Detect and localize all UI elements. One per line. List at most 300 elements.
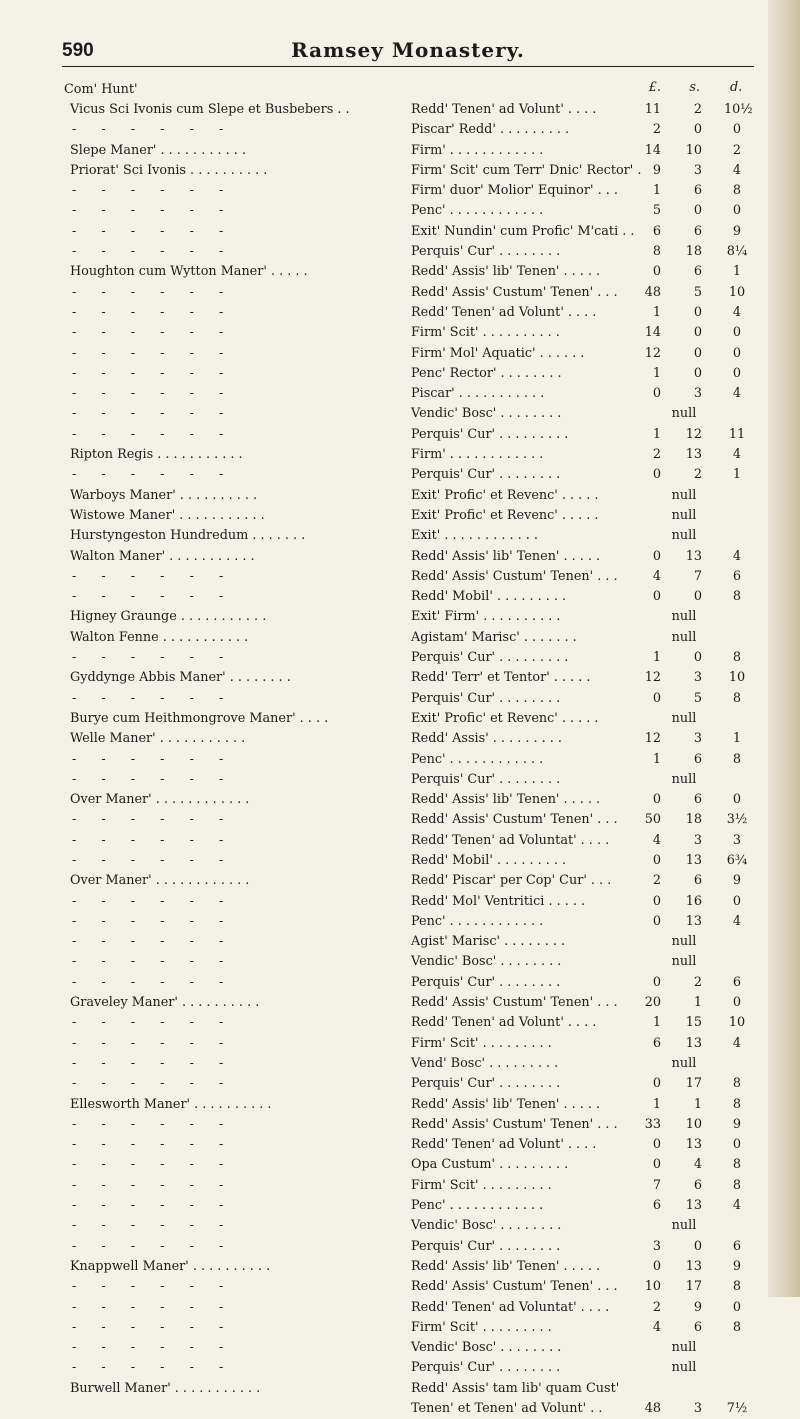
shillings-value: 10 — [685, 142, 702, 158]
table-row — [64, 790, 754, 810]
pounds-value: 0 — [652, 792, 661, 808]
table-row — [64, 364, 754, 384]
location-name: Priorat' Sci Ivonis . . . . . . . . . . — [70, 162, 268, 178]
revenue-item: Firm' duor' Molior' Equinor' . . . — [411, 183, 618, 199]
shillings-value: 13 — [685, 1258, 702, 1274]
revenue-item: Tenen' et Tenen' ad Volunt' . . — [411, 1401, 603, 1416]
shillings-header: s. — [689, 80, 700, 95]
pence-value: 1 — [732, 731, 742, 747]
revenue-item: Penc' . . . . . . . . . . . . — [411, 913, 544, 929]
location-name: Graveley Maner' . . . . . . . . . . — [70, 995, 260, 1011]
pence-value: 9 — [732, 1258, 742, 1274]
shillings-value: 10 — [685, 1116, 702, 1132]
ditto-marks: - - - - - - — [72, 589, 234, 605]
pounds-value: 1 — [652, 304, 661, 320]
shillings-value: 18 — [685, 244, 702, 260]
table-body — [64, 100, 754, 1419]
revenue-item: Redd' Assis' Custum' Tenen' . . . — [411, 1279, 618, 1295]
pounds-value: 0 — [652, 690, 661, 706]
pounds-value: 1 — [652, 426, 661, 442]
revenue-item: Perquis' Cur' . . . . . . . . — [411, 1238, 561, 1254]
ditto-marks: - - - - - - — [72, 345, 234, 361]
ditto-marks: - - - - - - — [72, 812, 234, 828]
pounds-value: 0 — [652, 913, 661, 929]
location-name: Burwell Maner' . . . . . . . . . . . — [70, 1380, 261, 1396]
pence-value: 11 — [728, 426, 746, 442]
table-row — [64, 486, 754, 506]
table-row — [64, 750, 754, 770]
revenue-item: Redd' Assis' lib' Tenen' . . . . . — [411, 792, 601, 808]
table-row — [64, 1379, 754, 1399]
pounds-value: 1 — [652, 183, 661, 199]
pence-value: 0 — [732, 995, 742, 1011]
table-row — [64, 506, 754, 526]
revenue-item: Vendic' Bosc' . . . . . . . . — [411, 954, 562, 970]
null-value: null — [671, 1055, 697, 1071]
table-row — [64, 851, 754, 871]
table-row — [64, 181, 754, 201]
ditto-marks: - - - - - - — [72, 974, 234, 990]
shillings-value: 0 — [693, 203, 702, 219]
shillings-value: 9 — [693, 1299, 702, 1315]
table-row — [64, 384, 754, 404]
ditto-marks: - - - - - - — [72, 1055, 234, 1071]
pence-value: 10 — [728, 1015, 746, 1031]
revenue-item: Redd' Tenen' ad Volunt' . . . . — [411, 1137, 597, 1153]
table-row — [64, 1338, 754, 1358]
shillings-value: 5 — [693, 690, 702, 706]
table-row — [64, 810, 754, 830]
revenue-item: Redd' Assis' Custum' Tenen' . . . — [411, 812, 618, 828]
table-row — [64, 222, 754, 242]
shillings-value: 13 — [685, 852, 702, 868]
pence-value: 4 — [732, 162, 742, 178]
shillings-value: 4 — [693, 1157, 702, 1173]
ditto-marks: - - - - - - — [72, 203, 234, 219]
table-row — [64, 567, 754, 587]
revenue-item: Redd' Tenen' ad Voluntat' . . . . — [411, 832, 610, 848]
pence-value: 4 — [732, 913, 742, 929]
location-name: Houghton cum Wytton Maner' . . . . . — [70, 264, 308, 280]
shillings-value: 7 — [693, 568, 702, 584]
table-row — [64, 465, 754, 485]
revenue-item: Penc' Rector' . . . . . . . . — [411, 365, 562, 381]
shillings-value: 12 — [685, 426, 702, 442]
revenue-item: Piscar' Redd' . . . . . . . . . — [411, 122, 570, 138]
null-value: null — [671, 771, 697, 787]
pence-value: 0 — [732, 345, 742, 361]
pounds-value: 6 — [652, 223, 661, 239]
pounds-value: 6 — [652, 1198, 661, 1214]
table-row — [64, 120, 754, 140]
column-headers — [614, 80, 754, 100]
pence-value: 0 — [732, 365, 742, 381]
shillings-value: 2 — [693, 102, 702, 117]
pence-value: 4 — [732, 548, 742, 564]
revenue-item: Perquis' Cur' . . . . . . . . — [411, 771, 561, 787]
pounds-value: 1 — [652, 1096, 661, 1112]
revenue-item: Perquis' Cur' . . . . . . . . — [411, 244, 561, 260]
revenue-item: Redd' Tenen' ad Voluntat' . . . . — [411, 1299, 610, 1315]
table-row — [64, 973, 754, 993]
table-row — [64, 1135, 754, 1155]
null-value: null — [671, 629, 697, 645]
table-row — [64, 526, 754, 546]
location-name: Walton Fenne . . . . . . . . . . . — [70, 629, 249, 645]
ditto-marks: - - - - - - — [72, 365, 234, 381]
shillings-value: 3 — [693, 670, 702, 686]
shillings-value: 13 — [685, 1137, 702, 1153]
ditto-marks: - - - - - - — [72, 183, 234, 199]
ditto-marks: - - - - - - — [72, 751, 234, 767]
pounds-value: 1 — [652, 751, 661, 767]
null-value: null — [671, 1218, 697, 1234]
pounds-value: 0 — [652, 893, 661, 909]
pence-value: 8 — [732, 589, 742, 605]
shillings-value: 3 — [693, 386, 702, 402]
ditto-marks: - - - - - - — [72, 1177, 234, 1193]
location-name: Higney Graunge . . . . . . . . . . . — [70, 609, 267, 625]
pounds-value: 12 — [644, 670, 661, 686]
revenue-item: Agistam' Marisc' . . . . . . . — [411, 629, 577, 645]
revenue-item: Firm' Scit' . . . . . . . . . — [411, 1035, 552, 1051]
table-row — [64, 892, 754, 912]
pence-value: 3 — [732, 832, 742, 848]
shillings-value: 6 — [693, 751, 702, 767]
table-row — [64, 1095, 754, 1115]
shillings-value: 1 — [693, 995, 702, 1011]
shillings-value: 13 — [685, 1198, 702, 1214]
null-value: null — [671, 406, 697, 422]
shillings-value: 0 — [693, 1238, 702, 1254]
revenue-item: Firm' Scit' cum Terr' Dnic' Rector' . — [411, 162, 642, 178]
shillings-value: 17 — [685, 1076, 702, 1092]
table-row — [64, 141, 754, 161]
ditto-marks: - - - - - - — [72, 1279, 234, 1295]
shillings-value: 6 — [693, 1177, 702, 1193]
ditto-marks: - - - - - - — [72, 325, 234, 341]
pounds-value: 4 — [652, 1319, 661, 1335]
table-row — [64, 100, 754, 120]
table-row — [64, 912, 754, 932]
page-number: 590 — [62, 40, 94, 61]
shillings-value: 3 — [693, 162, 702, 178]
shillings-value: 0 — [693, 345, 702, 361]
table-row — [64, 1277, 754, 1297]
ditto-marks: - - - - - - — [72, 1035, 234, 1051]
location-name: Warboys Maner' . . . . . . . . . . — [70, 487, 258, 503]
ditto-marks: - - - - - - — [72, 284, 234, 300]
shillings-value: 6 — [693, 792, 702, 808]
revenue-item: Firm' Scit' . . . . . . . . . . — [411, 325, 560, 341]
table-row — [64, 323, 754, 343]
table-row — [64, 1196, 754, 1216]
pence-value: 10 — [728, 284, 746, 300]
pence-value: 9 — [732, 223, 742, 239]
ditto-marks: - - - - - - — [72, 1076, 234, 1092]
ditto-marks: - - - - - - — [72, 832, 234, 848]
pence-value: 0 — [732, 203, 742, 219]
pence-value: 3½ — [726, 812, 748, 828]
ditto-marks: - - - - - - — [72, 1198, 234, 1214]
pounds-value: 0 — [652, 1137, 661, 1153]
revenue-item: Redd' Assis' Custum' Tenen' . . . — [411, 284, 618, 300]
table-row — [64, 283, 754, 303]
table-row — [64, 952, 754, 972]
table-head — [64, 80, 754, 100]
null-value: null — [671, 507, 697, 523]
pounds-value: 10 — [644, 1279, 661, 1295]
table-row — [64, 547, 754, 567]
shillings-value: 15 — [685, 1015, 702, 1031]
shillings-value: 0 — [693, 304, 702, 320]
pence-value: 4 — [732, 386, 742, 402]
table-row — [64, 201, 754, 221]
pence-value: 8 — [732, 1096, 742, 1112]
shillings-value: 3 — [693, 832, 702, 848]
revenue-item: Agist' Marisc' . . . . . . . . — [411, 934, 566, 950]
pounds-value: 9 — [652, 162, 661, 178]
pounds-value: 20 — [644, 995, 661, 1011]
table-row — [64, 770, 754, 790]
shillings-value: 6 — [693, 264, 702, 280]
pounds-value: 0 — [652, 264, 661, 280]
ditto-marks: - - - - - - — [72, 244, 234, 260]
pounds-value: 11 — [644, 102, 661, 117]
pounds-value: 0 — [652, 974, 661, 990]
revenue-item: Redd' Piscar' per Cop' Cur' . . . — [411, 873, 612, 889]
pounds-value: 4 — [652, 832, 661, 848]
pence-value: 9 — [732, 873, 742, 889]
revenue-item: Piscar' . . . . . . . . . . . — [411, 386, 545, 402]
pounds-value: 12 — [644, 345, 661, 361]
pence-value: 0 — [732, 893, 742, 909]
ditto-marks: - - - - - - — [72, 1238, 234, 1254]
pence-value: 8 — [732, 751, 742, 767]
pence-value: 4 — [732, 1198, 742, 1214]
pence-value: 8 — [732, 1279, 742, 1295]
table-row — [64, 1054, 754, 1074]
shillings-value: 18 — [685, 812, 702, 828]
pounds-value: 2 — [652, 873, 661, 889]
table-row — [64, 1115, 754, 1135]
location-name: Over Maner' . . . . . . . . . . . . — [70, 792, 250, 808]
pence-value: 10 — [728, 670, 746, 686]
shillings-value: 2 — [693, 974, 702, 990]
ditto-marks: - - - - - - — [72, 1340, 234, 1356]
table-row — [64, 1358, 754, 1378]
revenue-item: Vendic' Bosc' . . . . . . . . — [411, 1218, 562, 1234]
pounds-value: 1 — [652, 365, 661, 381]
ditto-marks: - - - - - - — [72, 467, 234, 483]
pence-value: 0 — [732, 792, 742, 808]
ditto-marks: - - - - - - — [72, 122, 234, 138]
revenue-item: Redd' Assis' Custum' Tenen' . . . — [411, 1116, 618, 1132]
revenue-item: Penc' . . . . . . . . . . . . — [411, 203, 544, 219]
pounds-value: 0 — [652, 1157, 661, 1173]
ditto-marks: - - - - - - — [72, 568, 234, 584]
pence-value: 9 — [732, 1116, 742, 1132]
pounds-value: 1 — [652, 650, 661, 666]
revenue-item: Redd' Mobil' . . . . . . . . . — [411, 852, 567, 868]
shillings-value: 6 — [693, 223, 702, 239]
shillings-value: 17 — [685, 1279, 702, 1295]
pounds-header: £. — [648, 80, 661, 95]
pounds-value: 0 — [652, 548, 661, 564]
location-name: Vicus Sci Ivonis cum Slepe et Busbebers . . — [70, 102, 350, 117]
pence-value: 6¾ — [726, 852, 748, 868]
table-row — [64, 1237, 754, 1257]
revenue-item: Perquis' Cur' . . . . . . . . . — [411, 650, 569, 666]
revenue-item: Perquis' Cur' . . . . . . . . — [411, 1360, 561, 1376]
revenue-item: Redd' Assis' lib' Tenen' . . . . . — [411, 548, 601, 564]
revenue-item: Redd' Assis' tam lib' quam Cust' — [411, 1380, 620, 1396]
table-row — [64, 993, 754, 1013]
pounds-value: 12 — [644, 731, 661, 747]
revenue-item: Vendic' Bosc' . . . . . . . . — [411, 1340, 562, 1356]
shillings-value: 0 — [693, 650, 702, 666]
shillings-value: 0 — [693, 325, 702, 341]
pounds-value: 0 — [652, 852, 661, 868]
location-name: Ripton Regis . . . . . . . . . . . — [70, 447, 243, 463]
revenue-item: Redd' Tenen' ad Volunt' . . . . — [411, 1015, 597, 1031]
revenue-item: Firm' Mol' Aquatic' . . . . . . — [411, 345, 585, 361]
table-row — [64, 668, 754, 688]
table-row — [64, 1074, 754, 1094]
table-row — [64, 1155, 754, 1175]
revenue-item: Opa Custum' . . . . . . . . . — [411, 1157, 569, 1173]
pounds-value: 50 — [644, 812, 661, 828]
table-row — [64, 1176, 754, 1196]
ditto-marks: - - - - - - — [72, 954, 234, 970]
null-value: null — [671, 710, 697, 726]
revenue-item: Redd' Tenen' ad Volunt' . . . . — [411, 304, 597, 320]
revenue-item: Exit' Profic' et Revenc' . . . . . — [411, 507, 599, 523]
revenue-item: Perquis' Cur' . . . . . . . . — [411, 1076, 561, 1092]
shillings-value: 16 — [685, 893, 702, 909]
shillings-value: 3 — [693, 1401, 702, 1416]
pence-value: 0 — [732, 122, 742, 138]
ditto-marks: - - - - - - — [72, 690, 234, 706]
shillings-value: 13 — [685, 1035, 702, 1051]
revenue-item: Redd' Assis' lib' Tenen' . . . . . — [411, 1258, 601, 1274]
ditto-marks: - - - - - - — [72, 852, 234, 868]
pence-header: d. — [730, 80, 743, 95]
ditto-marks: - - - - - - — [72, 1157, 234, 1173]
revenue-item: Firm' . . . . . . . . . . . . — [411, 447, 544, 463]
pounds-value: 0 — [652, 467, 661, 483]
pence-value: 1 — [732, 264, 742, 280]
null-value: null — [671, 1340, 697, 1356]
ditto-marks: - - - - - - — [72, 1015, 234, 1031]
null-value: null — [671, 954, 697, 970]
pounds-value: 14 — [644, 142, 661, 158]
shillings-value: 13 — [685, 548, 702, 564]
shillings-value: 5 — [693, 284, 702, 300]
pounds-value: 48 — [644, 284, 661, 300]
revenue-item: Redd' Terr' et Tentor' . . . . . — [411, 670, 591, 686]
location-name: Walton Maner' . . . . . . . . . . . — [70, 548, 255, 564]
pounds-value: 0 — [652, 386, 661, 402]
table-row — [64, 262, 754, 282]
location-name: Gyddynge Abbis Maner' . . . . . . . . — [70, 670, 291, 686]
pence-value: 1 — [732, 467, 742, 483]
pence-value: 0 — [732, 325, 742, 341]
table-row — [64, 607, 754, 627]
ditto-marks: - - - - - - — [72, 223, 234, 239]
pence-value: 8 — [732, 1319, 742, 1335]
ditto-marks: - - - - - - — [72, 406, 234, 422]
pounds-value: 0 — [652, 1076, 661, 1092]
pounds-value: 7 — [652, 1177, 661, 1193]
location-name: Hurstyngeston Hundredum . . . . . . . — [70, 528, 306, 544]
table-row — [64, 425, 754, 445]
revenue-item: Exit' Profic' et Revenc' . . . . . — [411, 710, 599, 726]
ditto-marks: - - - - - - — [72, 1116, 234, 1132]
ditto-marks: - - - - - - — [72, 893, 234, 909]
pounds-value: 2 — [652, 1299, 661, 1315]
pounds-value: 48 — [644, 1401, 661, 1416]
ditto-marks: - - - - - - — [72, 1360, 234, 1376]
revenue-item: Perquis' Cur' . . . . . . . . — [411, 690, 561, 706]
table-row — [64, 1318, 754, 1338]
shillings-value: 6 — [693, 873, 702, 889]
pence-value: 8 — [732, 690, 742, 706]
revenue-item: Vend' Bosc' . . . . . . . . . — [411, 1055, 559, 1071]
table-row — [64, 303, 754, 323]
shillings-value: 6 — [693, 183, 702, 199]
county-heading: Com' Hunt' — [64, 82, 138, 97]
pounds-value: 33 — [644, 1116, 661, 1132]
revenue-item: Exit' Profic' et Revenc' . . . . . — [411, 487, 599, 503]
shillings-value: 13 — [685, 447, 702, 463]
table-row — [64, 1013, 754, 1033]
table-row — [64, 404, 754, 424]
pence-value: 8 — [732, 1177, 742, 1193]
null-value: null — [671, 1360, 697, 1376]
table-row — [64, 729, 754, 749]
pence-value: 2 — [732, 142, 742, 158]
revenue-item: Exit' Firm' . . . . . . . . . . — [411, 609, 561, 625]
pence-value: 0 — [732, 1299, 742, 1315]
shillings-value: 0 — [693, 365, 702, 381]
pence-value: 8 — [732, 650, 742, 666]
table-row — [64, 1034, 754, 1054]
revenue-item: Perquis' Cur' . . . . . . . . — [411, 467, 561, 483]
location-name: Welle Maner' . . . . . . . . . . . — [70, 731, 246, 747]
table-row — [64, 709, 754, 729]
ditto-marks: - - - - - - — [72, 771, 234, 787]
null-value: null — [671, 934, 697, 950]
revenue-item: Redd' Tenen' ad Volunt' . . . . — [411, 102, 597, 117]
revenue-item: Firm' Scit' . . . . . . . . . — [411, 1319, 552, 1335]
revenue-item: Vendic' Bosc' . . . . . . . . — [411, 406, 562, 422]
revenue-item: Firm' Scit' . . . . . . . . . — [411, 1177, 552, 1193]
running-title: Ramsey Monastery. — [291, 38, 525, 62]
ditto-marks: - - - - - - — [72, 304, 234, 320]
location-name: Knappwell Maner' . . . . . . . . . . — [70, 1258, 271, 1274]
ditto-marks: - - - - - - — [72, 1137, 234, 1153]
shillings-value: 13 — [685, 913, 702, 929]
pence-value: 8 — [732, 1076, 742, 1092]
revenue-item: Redd' Assis' . . . . . . . . . — [411, 731, 562, 747]
location-name: Ellesworth Maner' . . . . . . . . . . — [70, 1096, 272, 1112]
pence-value: 6 — [732, 974, 742, 990]
revenue-item: Perquis' Cur' . . . . . . . . — [411, 974, 561, 990]
table-row — [64, 344, 754, 364]
table-row — [64, 1399, 754, 1419]
pence-value: 8 — [732, 1157, 742, 1173]
